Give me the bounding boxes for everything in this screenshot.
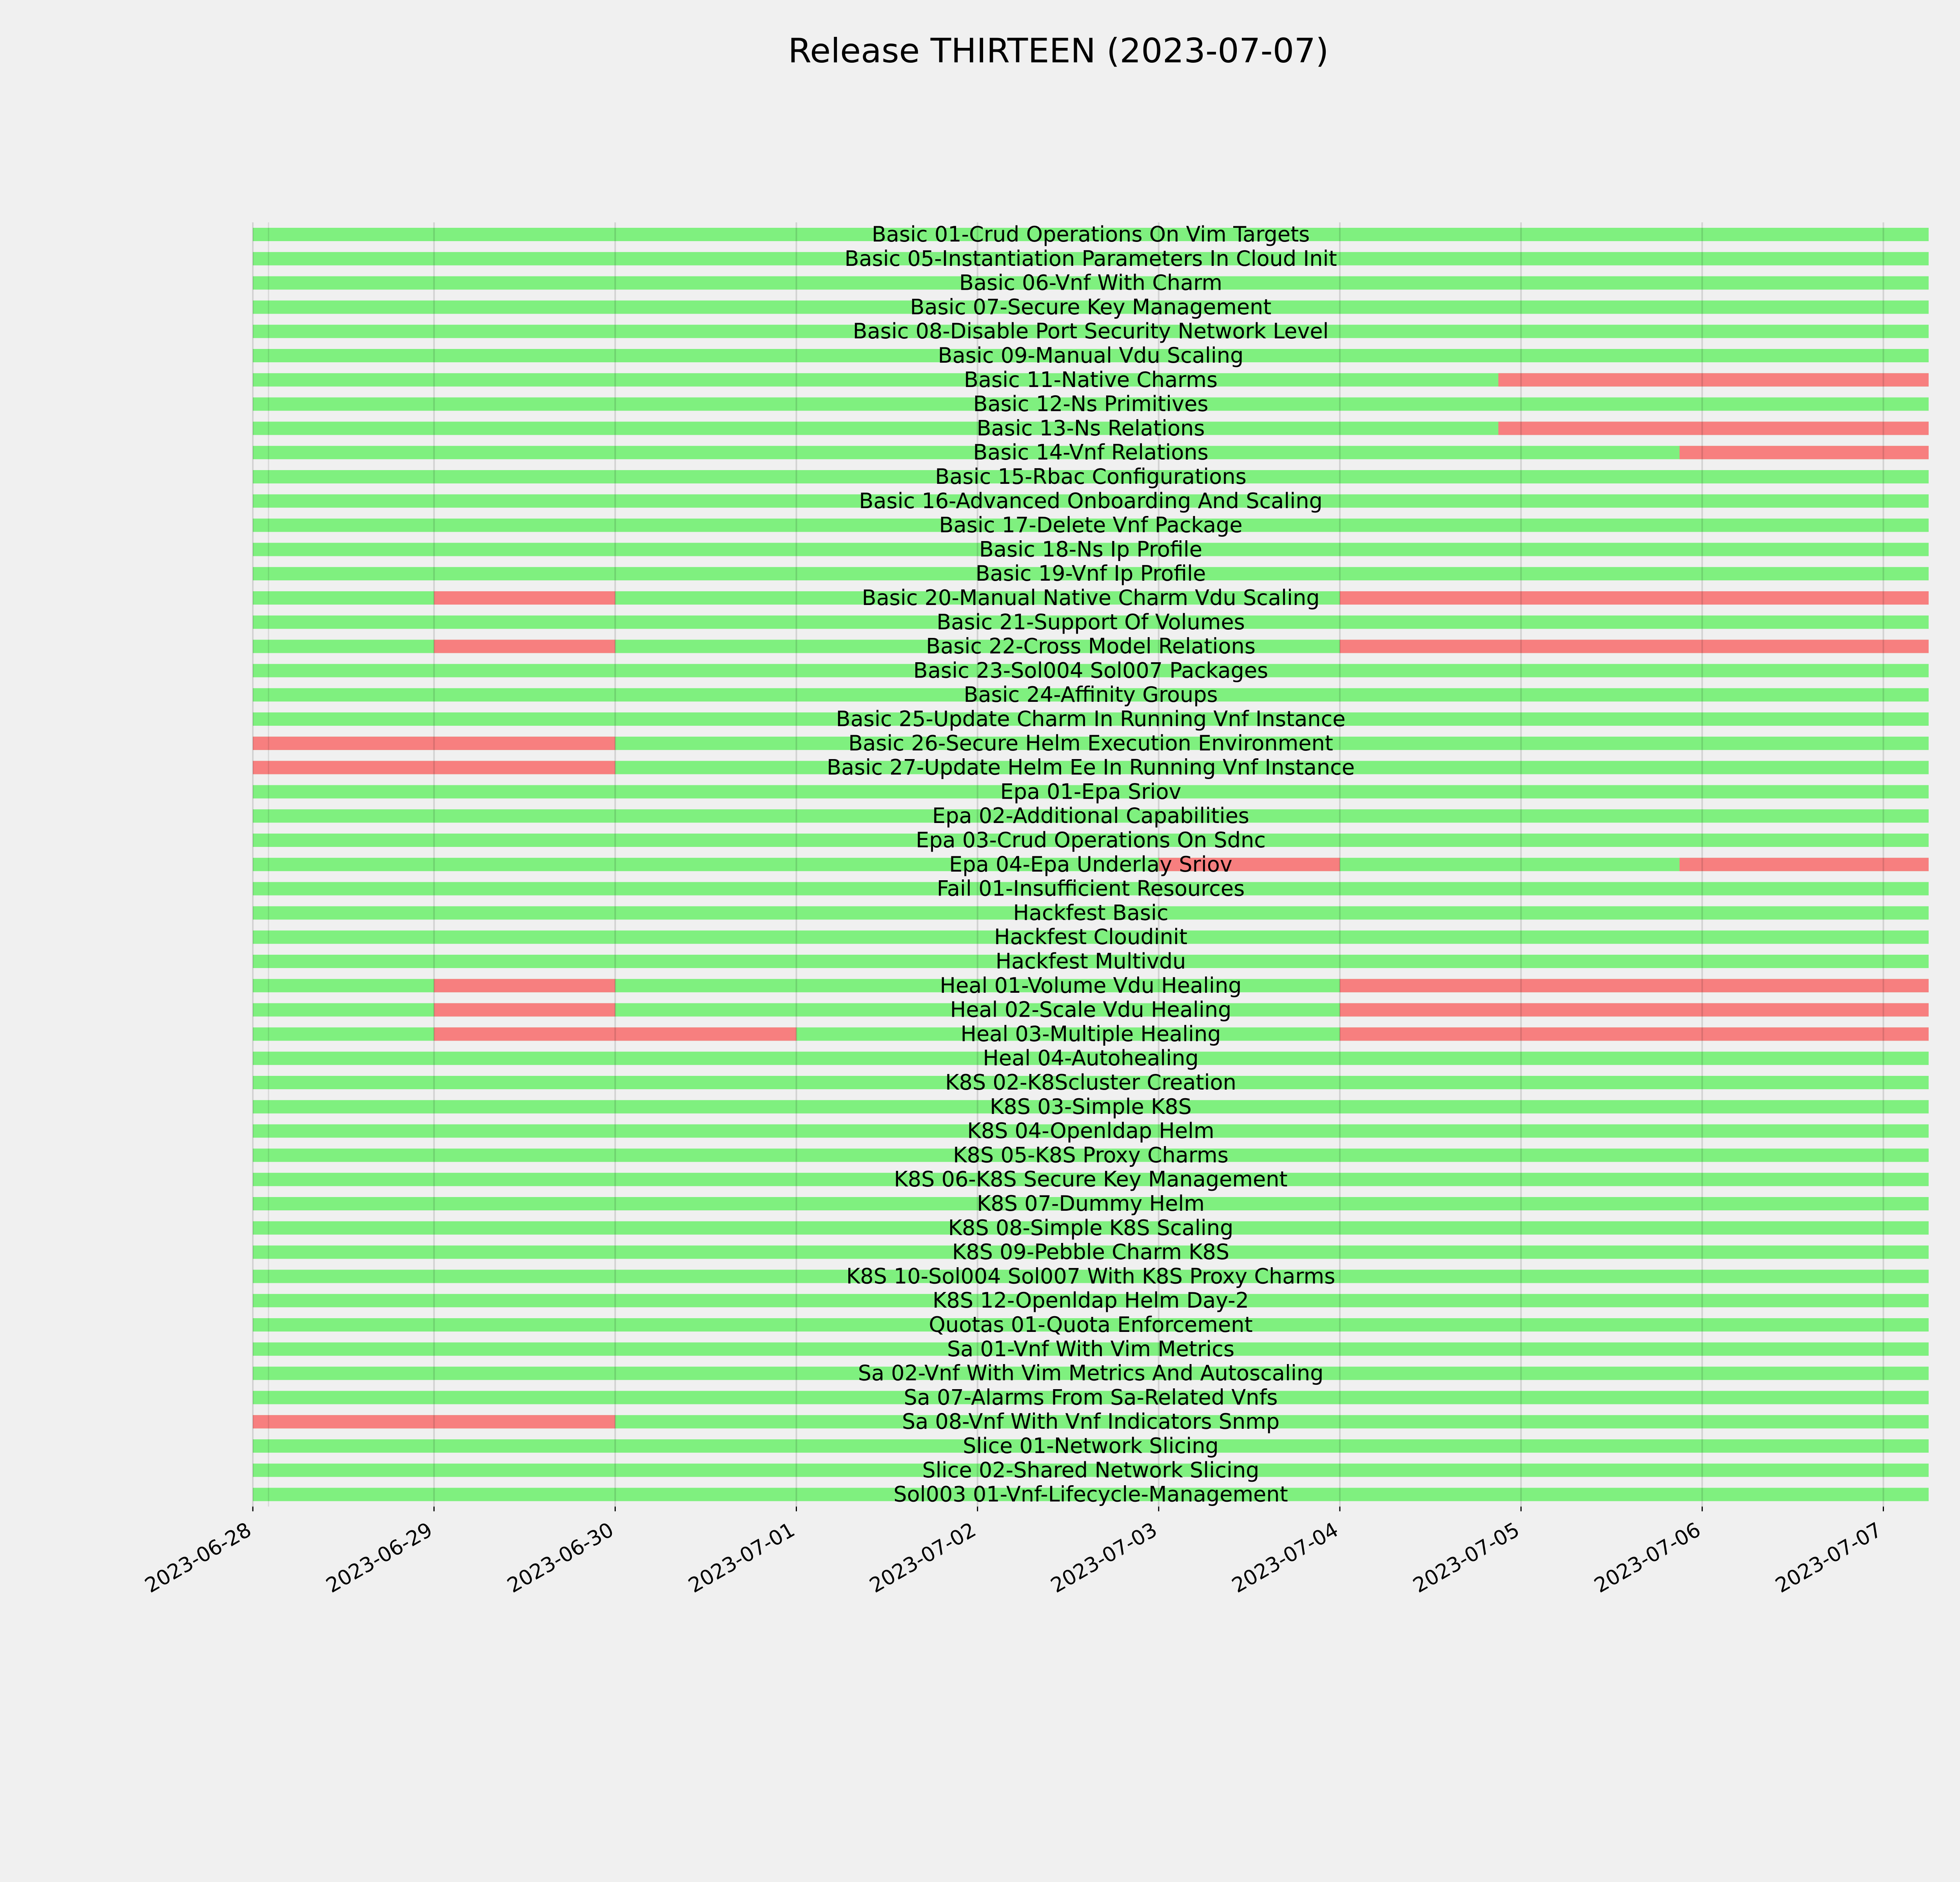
test-label: Hackfest Multivdu: [995, 949, 1186, 974]
test-label: Hackfest Cloudinit: [994, 925, 1188, 950]
x-tick-label: 2023-06-30: [503, 1518, 618, 1598]
fail-bar: [1680, 446, 1929, 459]
test-label: Sa 01-Vnf With Vim Metrics: [947, 1336, 1235, 1361]
test-label: Heal 04-Autohealing: [983, 1046, 1199, 1071]
fail-bar: [1340, 591, 1929, 605]
test-label: K8S 02-K8Scluster Creation: [945, 1070, 1236, 1095]
test-label: Heal 01-Volume Vdu Healing: [940, 973, 1242, 998]
fail-bar: [1340, 640, 1929, 653]
test-label: K8S 04-Openldap Helm: [967, 1118, 1214, 1143]
test-label: Basic 26-Secure Helm Execution Environment: [848, 730, 1333, 756]
test-label: Basic 15-Rbac Configurations: [935, 464, 1247, 489]
test-label: Epa 02-Additional Capabilities: [932, 803, 1249, 828]
test-label: Epa 04-Epa Underlay Sriov: [949, 852, 1232, 877]
test-label: Basic 21-Support Of Volumes: [936, 609, 1245, 634]
test-label: Basic 22-Cross Model Relations: [926, 634, 1256, 659]
test-label: Basic 08-Disable Port Security Network Level: [853, 319, 1329, 344]
test-label: Basic 11-Native Charms: [964, 367, 1218, 392]
fail-bar: [434, 979, 615, 992]
x-tick-label: 2023-07-06: [1590, 1518, 1705, 1598]
test-label: Basic 07-Secure Key Management: [910, 294, 1272, 320]
test-label: Basic 24-Affinity Groups: [964, 682, 1218, 707]
test-label: Heal 02-Scale Vdu Healing: [950, 997, 1232, 1022]
x-tick-label: 2023-07-02: [866, 1518, 980, 1598]
test-label: Epa 01-Epa Sriov: [1000, 779, 1181, 804]
test-label: Basic 17-Delete Vnf Package: [939, 512, 1243, 538]
test-label: K8S 12-Openldap Helm Day-2: [932, 1288, 1249, 1313]
x-tick-label: 2023-06-29: [322, 1518, 437, 1598]
test-label: Basic 20-Manual Native Charm Vdu Scaling: [862, 585, 1320, 610]
test-label: Basic 27-Update Helm Ee In Running Vnf Instance: [827, 755, 1355, 780]
x-tick-label: 2023-07-01: [684, 1518, 799, 1598]
test-label: Basic 12-Ns Primitives: [973, 391, 1209, 416]
fail-bar: [1498, 373, 1929, 387]
x-tick-label: 2023-07-03: [1047, 1518, 1161, 1598]
test-label: Basic 06-Vnf With Charm: [959, 270, 1223, 295]
fail-bar: [1680, 858, 1929, 871]
fail-bar: [1340, 1027, 1929, 1041]
test-label: K8S 08-Simple K8S Scaling: [948, 1215, 1234, 1240]
test-label: Basic 13-Ns Relations: [976, 416, 1205, 441]
fail-bar: [1498, 421, 1929, 435]
fail-bar: [1340, 1003, 1929, 1017]
test-label: K8S 09-Pebble Charm K8S: [952, 1239, 1230, 1264]
test-label: Heal 03-Multiple Healing: [960, 1021, 1221, 1046]
x-tick-label: 2023-07-07: [1771, 1518, 1886, 1598]
test-label: K8S 06-K8S Secure Key Management: [894, 1167, 1288, 1192]
test-label: Hackfest Basic: [1013, 900, 1169, 925]
test-label: Quotas 01-Quota Enforcement: [929, 1312, 1253, 1337]
test-label: Basic 19-Vnf Ip Profile: [975, 561, 1206, 586]
test-label: Slice 01-Network Slicing: [963, 1433, 1219, 1458]
test-label: Sol003 01-Vnf-Lifecycle-Management: [893, 1482, 1288, 1507]
fail-bar: [434, 1003, 615, 1017]
fail-bar: [1340, 979, 1929, 992]
x-tick-label: 2023-07-05: [1409, 1518, 1524, 1598]
test-label: K8S 05-K8S Proxy Charms: [953, 1143, 1229, 1168]
test-label: Basic 09-Manual Vdu Scaling: [938, 343, 1244, 368]
chart-title: Release THIRTEEN (2023-07-07): [788, 31, 1329, 71]
test-label: K8S 03-Simple K8S: [989, 1094, 1192, 1119]
test-label: Basic 25-Update Charm In Running Vnf Instance: [836, 707, 1346, 731]
test-label: Slice 02-Shared Network Slicing: [922, 1457, 1259, 1482]
x-tick-label: 2023-07-04: [1228, 1518, 1343, 1598]
test-label: Basic 23-Sol004 Sol007 Packages: [913, 658, 1269, 683]
fail-bar: [434, 640, 615, 653]
test-label: Basic 16-Advanced Onboarding And Scaling: [859, 488, 1323, 513]
test-label: Basic 05-Instantiation Parameters In Cloud Init: [844, 246, 1337, 271]
fail-bar: [434, 591, 615, 605]
test-label: Epa 03-Crud Operations On Sdnc: [916, 828, 1266, 852]
test-label: Fail 01-Insufficient Resources: [936, 876, 1245, 901]
test-label: K8S 10-Sol004 Sol007 With K8S Proxy Charms: [846, 1264, 1336, 1289]
test-label: Basic 14-Vnf Relations: [973, 440, 1209, 465]
test-label: Sa 02-Vnf With Vim Metrics And Autoscaling: [858, 1361, 1324, 1386]
test-label: Basic 01-Crud Operations On Vim Targets: [871, 222, 1310, 247]
test-label: Sa 07-Alarms From Sa-Related Vnfs: [904, 1385, 1278, 1410]
x-tick-label: 2023-06-28: [141, 1518, 256, 1598]
test-label: Sa 08-Vnf With Vnf Indicators Snmp: [902, 1409, 1280, 1434]
test-label: Basic 18-Ns Ip Profile: [979, 537, 1203, 562]
test-label: K8S 07-Dummy Helm: [977, 1191, 1205, 1216]
